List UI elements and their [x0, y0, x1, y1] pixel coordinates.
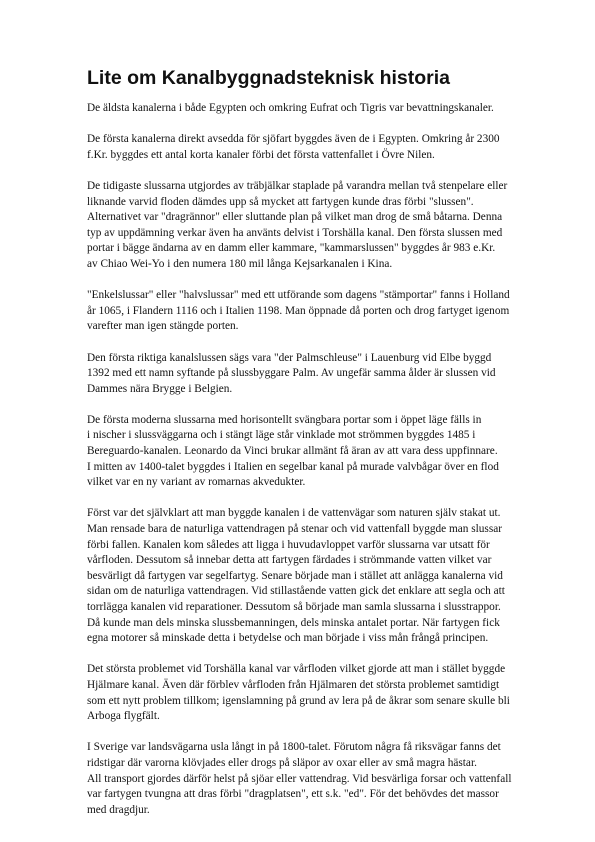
text-line: typ av uppdämning verkar även ha använts delvist i Torshälla kanal. Den första slussen med — [87, 226, 503, 239]
text-line: ridstigar där varorna klövjades eller drogs på släpor av oxar eller av små magra hästar. — [87, 756, 477, 769]
document-page — [87, 66, 527, 834]
text-line: liknande varvid floden dämdes upp så mycket att fartygen kunde dras förbi "slussen". — [87, 195, 474, 208]
text-line: vårfloden. Dessutom så innebar detta att fartygen färdades i strömmande vatten vilket var — [87, 554, 492, 567]
text-line: av Chiao Wei-Yo i den numera 180 mil långa Kejsarkanalen i Kina. — [87, 257, 393, 270]
paragraph — [87, 740, 527, 818]
document-body — [87, 101, 527, 818]
text-line: De första kanalerna direkt avsedda för sjöfart byggdes även de i Egypten. Omkring år 2300 — [87, 133, 500, 146]
paragraph — [87, 506, 527, 646]
paragraph — [87, 413, 527, 491]
text-line: I mitten av 1400-talet byggdes i Italien en segelbar kanal på murade valvbågar över en flod — [87, 460, 499, 473]
text-line: Alternativet var "dragrännor" eller sluttande plan på vilket man drog de små båtarna. Denna — [87, 211, 503, 224]
text-line: 1392 med ett namn syftande på slussbyggare Palm. Av ungefär samma ålder är slussen vid — [87, 367, 496, 380]
text-line: De första moderna slussarna med horisontellt svängbara portar som i öppet läge fälls in — [87, 413, 482, 426]
text-line: som ett nytt problem tillkom; igenslamning på grund av lera på de åkrar som senare skulle bli — [87, 694, 510, 707]
text-line: De äldsta kanalerna i både Egypten och omkring Eufrat och Tigris var bevattningskanaler. — [87, 102, 494, 114]
text-line: All transport gjordes därför helst på sjöar eller vattendrag. Vid besvärliga forsar och vattenfall — [87, 772, 512, 785]
text-line: Den första riktiga kanalslussen sägs vara "der Palmschleuse" i Lauenburg vid Elbe byggd — [87, 351, 492, 364]
text-line: vilket var en ny variant av romarnas akvedukter. — [87, 476, 306, 489]
text-line: egna motorer så minskade detta i betydelse och man började i viss mån frångå principen. — [87, 632, 489, 645]
text-line: Då kunde man dels minska slussbemanningen, dels minska antalet portar. När fartygen fick — [87, 616, 500, 629]
text-line: portar i bägge ändarna av en damm eller kammare, "kammarslussen" byggdes år 983 e.Kr. — [87, 242, 496, 255]
paragraph — [87, 288, 527, 335]
text-line: I Sverige var landsvägarna usla långt in på 1800-talet. Förutom några få riksvägar fanns det — [87, 741, 501, 754]
text-line: De tidigaste slussarna utgjordes av träbjälkar staplade på varandra mellan två stenpelare eller — [87, 179, 508, 192]
text-line: var fartygen tvungna att dras förbi "dragplatsen", ett s.k. "ed". För det behövdes det massor — [87, 788, 499, 801]
text-line: i nischer i slussväggarna och i stängt läge står vinklade mot strömmen byggdes 1485 i — [87, 429, 476, 442]
paragraph — [87, 662, 527, 724]
text-line: Bereguardo-kanalen. Leonardo da Vinci brukar allmänt få äran av att vara dess uppfinnare. — [87, 445, 498, 458]
text-line: Dammes nära Brygge i Belgien. — [87, 382, 233, 395]
text-line: Man rensade bara de naturliga vattendragen på stenar och vid vattenfall byggde man slussar — [87, 523, 503, 536]
paragraph — [87, 101, 527, 117]
text-line: år 1065, i Flandern 1116 och i Italien 1198. Man öppnade då porten och drog fartyget igenom — [87, 304, 510, 317]
text-line: f.Kr. byggdes ett antal korta kanaler förbi det första vattenfallet i Övre Nilen. — [87, 148, 435, 161]
paragraph — [87, 351, 527, 398]
text-line: förbi fallen. Kanalen kom således att ligga i huvudavloppet varför slussarna var utsatt för — [87, 538, 490, 551]
text-line: Först var det självklart att man byggde kanalen i de vattenvägar som naturen själv stakat ut. — [87, 507, 501, 520]
text-line: Hjälmare kanal. Även där förblev vårfloden från Hjälmaren det största problemet samtidigt — [87, 678, 500, 691]
text-line: Det största problemet vid Torshälla kanal var vårfloden vilket gjorde att man i stället byggde — [87, 663, 506, 676]
text-line: torrlägga kanalen vid reparationer. Dessutom så började man samla slussarna i slusstrappor. — [87, 601, 501, 613]
text-line: sidan om de naturliga vattendragen. Vid stillastående vatten gick det enklare att segla och att — [87, 585, 505, 598]
text-line: besvärligt då fartygen var segelfartyg. Senare började man i stället att anlägga kanalerna vid — [87, 569, 503, 582]
paragraph — [87, 179, 527, 273]
text-line: Arboga flygfält. — [87, 710, 160, 723]
document-title: Lite om Kanalbyggnadsteknisk historia — [87, 67, 450, 89]
text-line: varefter man igen stängde porten. — [87, 320, 239, 333]
paragraph — [87, 132, 527, 163]
text-line: "Enkelslussar" eller "halvslussar" med ett utförande som dagens "stämportar" fanns i Holland — [87, 289, 510, 302]
text-line: med dragdjur. — [87, 803, 150, 816]
